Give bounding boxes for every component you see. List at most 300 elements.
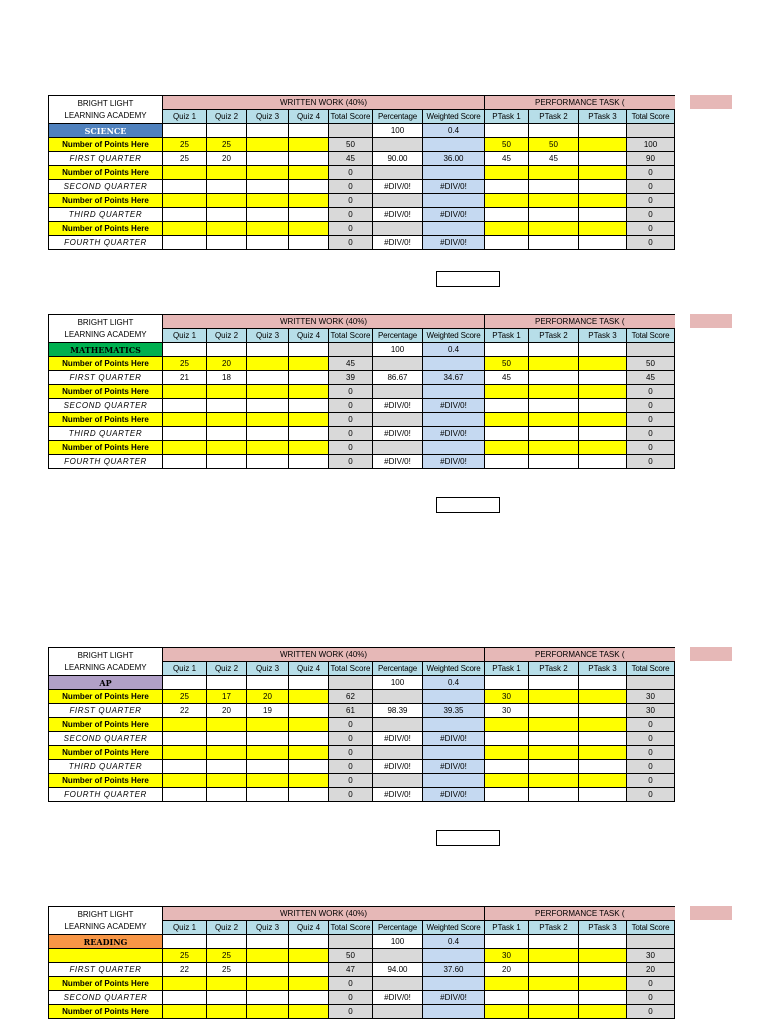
- quiz-score-cell[interactable]: [247, 399, 289, 413]
- quiz-score-cell[interactable]: 25: [163, 152, 207, 166]
- total-score-cell: 0: [329, 991, 373, 1005]
- quiz-score-cell[interactable]: [207, 732, 247, 746]
- quiz-score-cell[interactable]: [247, 746, 289, 760]
- quiz-score-cell[interactable]: [289, 208, 329, 222]
- school-name: [49, 96, 163, 124]
- ptask-score-cell[interactable]: [529, 1005, 579, 1019]
- table-row: [49, 399, 675, 413]
- quiz-score-cell[interactable]: [207, 991, 247, 1005]
- ptask-score-cell[interactable]: [529, 963, 579, 977]
- table-row: [49, 222, 675, 236]
- quiz-score-cell[interactable]: [247, 413, 289, 427]
- empty-cell: [207, 343, 247, 357]
- quiz-score-cell[interactable]: [163, 732, 207, 746]
- quiz-score-cell[interactable]: [289, 704, 329, 718]
- quiz-score-cell[interactable]: [247, 180, 289, 194]
- ptask-score-cell[interactable]: [579, 690, 627, 704]
- quiz-score-cell[interactable]: [289, 963, 329, 977]
- total-score-cell: 30: [627, 690, 675, 704]
- quiz-score-cell[interactable]: 25: [163, 138, 207, 152]
- total-score-cell: 0: [627, 194, 675, 208]
- quiz-score-cell[interactable]: [163, 208, 207, 222]
- quiz-score-cell[interactable]: [247, 774, 289, 788]
- quiz-score-cell[interactable]: 20: [207, 704, 247, 718]
- empty-cell: [485, 343, 529, 357]
- column-header: Quiz 1: [163, 921, 207, 935]
- ptask-score-cell[interactable]: [529, 180, 579, 194]
- ptask-score-cell[interactable]: [579, 1005, 627, 1019]
- ptask-score-cell[interactable]: [579, 441, 627, 455]
- quiz-score-cell[interactable]: [289, 949, 329, 963]
- quiz-score-cell[interactable]: [247, 152, 289, 166]
- quarter-label: SECOND QUARTER: [49, 180, 163, 194]
- quarter-label: SECOND QUARTER: [49, 991, 163, 1005]
- quiz-score-cell[interactable]: [247, 977, 289, 991]
- ptask-score-cell[interactable]: [485, 222, 529, 236]
- ptask-score-cell[interactable]: [579, 166, 627, 180]
- quiz-score-cell[interactable]: [163, 788, 207, 802]
- total-score-cell: 0: [329, 222, 373, 236]
- subject-label: AP: [49, 676, 163, 690]
- quarter-label: FIRST QUARTER: [49, 704, 163, 718]
- ptask-score-cell[interactable]: [579, 455, 627, 469]
- quiz-score-cell[interactable]: [247, 357, 289, 371]
- ptask-score-cell[interactable]: [529, 788, 579, 802]
- column-header: Quiz 1: [163, 329, 207, 343]
- quiz-score-cell[interactable]: [289, 718, 329, 732]
- total-score-cell: 0: [627, 385, 675, 399]
- quiz-score-cell[interactable]: [289, 690, 329, 704]
- ptask-score-cell[interactable]: 45: [529, 152, 579, 166]
- quiz-score-cell[interactable]: [207, 427, 247, 441]
- school-name-line1: BRIGHT LIGHT: [77, 909, 134, 919]
- table-row: [49, 427, 675, 441]
- quiz-score-cell[interactable]: [163, 774, 207, 788]
- quiz-score-cell[interactable]: [207, 208, 247, 222]
- column-header: Quiz 2: [207, 329, 247, 343]
- ptask-score-cell[interactable]: 50: [485, 357, 529, 371]
- quiz-score-cell[interactable]: 22: [163, 704, 207, 718]
- quiz-score-cell[interactable]: [289, 138, 329, 152]
- ptask-score-cell[interactable]: [579, 963, 627, 977]
- ptask-score-cell[interactable]: [529, 690, 579, 704]
- ptask-score-cell[interactable]: [579, 385, 627, 399]
- percentage-cell: 98.39: [373, 704, 423, 718]
- ptask-score-cell[interactable]: [485, 774, 529, 788]
- ptask-score-cell[interactable]: 30: [485, 704, 529, 718]
- ptask-score-cell[interactable]: [579, 222, 627, 236]
- weighted-score-cell: [423, 194, 485, 208]
- grade-sheet-ap: [48, 647, 675, 802]
- ptask-score-cell[interactable]: [485, 1005, 529, 1019]
- quiz-score-cell[interactable]: [289, 180, 329, 194]
- quiz-score-cell[interactable]: [163, 427, 207, 441]
- ptask-score-cell[interactable]: [529, 949, 579, 963]
- total-score-cell: 0: [329, 760, 373, 774]
- ptask-score-cell[interactable]: [579, 371, 627, 385]
- total-score-cell: 50: [329, 949, 373, 963]
- quiz-score-cell[interactable]: [163, 236, 207, 250]
- ptask-score-cell[interactable]: [529, 718, 579, 732]
- ptask-score-cell[interactable]: [485, 760, 529, 774]
- summary-value: 0.4: [423, 343, 485, 357]
- total-score-cell: 0: [627, 788, 675, 802]
- quiz-score-cell[interactable]: [289, 788, 329, 802]
- ptask-score-cell[interactable]: [579, 718, 627, 732]
- quiz-score-cell[interactable]: [289, 236, 329, 250]
- quiz-score-cell[interactable]: [247, 963, 289, 977]
- quiz-score-cell[interactable]: [207, 718, 247, 732]
- weighted-score-cell: [423, 413, 485, 427]
- ptask-score-cell[interactable]: [485, 746, 529, 760]
- ptask-score-cell[interactable]: [579, 138, 627, 152]
- ptask-score-cell[interactable]: [529, 371, 579, 385]
- weighted-score-cell: [423, 138, 485, 152]
- quiz-score-cell[interactable]: [207, 180, 247, 194]
- quarter-label: SECOND QUARTER: [49, 732, 163, 746]
- quiz-score-cell[interactable]: [247, 236, 289, 250]
- ptask-score-cell[interactable]: 20: [485, 963, 529, 977]
- quiz-score-cell[interactable]: [247, 949, 289, 963]
- weighted-score-cell: [423, 222, 485, 236]
- quiz-score-cell[interactable]: [163, 1005, 207, 1019]
- quiz-score-cell[interactable]: [163, 977, 207, 991]
- quarter-label: SECOND QUARTER: [49, 399, 163, 413]
- empty-cell: [529, 124, 579, 138]
- quiz-score-cell[interactable]: [289, 413, 329, 427]
- performance-header-overflow: [690, 95, 732, 109]
- input-box[interactable]: [436, 830, 500, 846]
- quiz-score-cell[interactable]: [289, 357, 329, 371]
- quiz-score-cell[interactable]: [207, 788, 247, 802]
- column-header: PTask 1: [485, 662, 529, 676]
- total-score-cell: 0: [627, 166, 675, 180]
- quiz-score-cell[interactable]: [247, 760, 289, 774]
- quiz-score-cell[interactable]: 25: [207, 949, 247, 963]
- quiz-score-cell[interactable]: [289, 732, 329, 746]
- ptask-score-cell[interactable]: [579, 194, 627, 208]
- weighted-score-cell: [423, 1005, 485, 1019]
- ptask-score-cell[interactable]: 30: [485, 690, 529, 704]
- quiz-score-cell[interactable]: [163, 194, 207, 208]
- quiz-score-cell[interactable]: [163, 991, 207, 1005]
- quiz-score-cell[interactable]: [289, 371, 329, 385]
- quiz-score-cell[interactable]: [289, 166, 329, 180]
- ptask-score-cell[interactable]: [529, 760, 579, 774]
- ptask-score-cell[interactable]: [529, 732, 579, 746]
- quiz-score-cell[interactable]: [289, 399, 329, 413]
- ptask-score-cell[interactable]: [529, 166, 579, 180]
- ptask-score-cell[interactable]: [579, 208, 627, 222]
- quiz-score-cell[interactable]: 20: [207, 357, 247, 371]
- ptask-score-cell[interactable]: [579, 152, 627, 166]
- quiz-score-cell[interactable]: [289, 977, 329, 991]
- quiz-score-cell[interactable]: [207, 760, 247, 774]
- school-name-line2: LEARNING ACADEMY: [64, 662, 147, 672]
- quiz-score-cell[interactable]: [289, 746, 329, 760]
- quiz-score-cell[interactable]: [247, 441, 289, 455]
- quiz-score-cell[interactable]: [247, 166, 289, 180]
- ptask-score-cell[interactable]: [529, 357, 579, 371]
- percentage-cell: 86.67: [373, 371, 423, 385]
- table-row: [49, 138, 675, 152]
- quiz-score-cell[interactable]: [207, 385, 247, 399]
- quiz-score-cell[interactable]: [207, 413, 247, 427]
- quiz-score-cell[interactable]: [247, 138, 289, 152]
- ptask-score-cell[interactable]: [485, 788, 529, 802]
- column-header: Percentage: [373, 110, 423, 124]
- ptask-score-cell[interactable]: [485, 427, 529, 441]
- ptask-score-cell[interactable]: [529, 704, 579, 718]
- empty-cell: [529, 935, 579, 949]
- quiz-score-cell[interactable]: [163, 385, 207, 399]
- weighted-score-cell: #DIV/0!: [423, 236, 485, 250]
- total-score-cell: 0: [627, 760, 675, 774]
- empty-cell: [207, 935, 247, 949]
- total-score-cell: 0: [329, 718, 373, 732]
- quiz-score-cell[interactable]: [247, 427, 289, 441]
- quiz-score-cell[interactable]: [207, 774, 247, 788]
- input-box[interactable]: [436, 497, 500, 513]
- column-header: Percentage: [373, 329, 423, 343]
- ptask-score-cell[interactable]: [485, 166, 529, 180]
- quiz-score-cell[interactable]: [163, 760, 207, 774]
- quiz-score-cell[interactable]: [163, 746, 207, 760]
- ptask-score-cell[interactable]: [485, 441, 529, 455]
- quiz-score-cell[interactable]: [247, 1005, 289, 1019]
- ptask-score-cell[interactable]: [529, 194, 579, 208]
- total-score-cell: 0: [627, 455, 675, 469]
- ptask-score-cell[interactable]: [579, 704, 627, 718]
- empty-cell: [485, 676, 529, 690]
- ptask-score-cell[interactable]: [529, 222, 579, 236]
- percentage-cell: [373, 746, 423, 760]
- ptask-score-cell[interactable]: [485, 977, 529, 991]
- quiz-score-cell[interactable]: [207, 222, 247, 236]
- quiz-score-cell[interactable]: 21: [163, 371, 207, 385]
- ptask-score-cell[interactable]: [579, 949, 627, 963]
- ptask-score-cell[interactable]: [579, 977, 627, 991]
- quiz-score-cell[interactable]: [247, 455, 289, 469]
- percentage-cell: [373, 718, 423, 732]
- quiz-score-cell[interactable]: 20: [247, 690, 289, 704]
- quiz-score-cell[interactable]: [163, 222, 207, 236]
- ptask-score-cell[interactable]: [485, 385, 529, 399]
- ptask-score-cell[interactable]: [579, 788, 627, 802]
- quiz-score-cell[interactable]: 20: [207, 152, 247, 166]
- quiz-score-cell[interactable]: [207, 441, 247, 455]
- quiz-score-cell[interactable]: [247, 788, 289, 802]
- quiz-score-cell[interactable]: [289, 760, 329, 774]
- percentage-cell: #DIV/0!: [373, 760, 423, 774]
- quiz-score-cell[interactable]: [289, 1005, 329, 1019]
- table-row: [49, 441, 675, 455]
- quiz-score-cell[interactable]: [163, 399, 207, 413]
- quiz-score-cell[interactable]: [207, 236, 247, 250]
- school-name: [49, 648, 163, 676]
- quiz-score-cell[interactable]: [289, 991, 329, 1005]
- ptask-score-cell[interactable]: [529, 208, 579, 222]
- percentage-cell: #DIV/0!: [373, 399, 423, 413]
- table-row: [49, 977, 675, 991]
- ptask-score-cell[interactable]: [485, 194, 529, 208]
- ptask-score-cell[interactable]: [579, 746, 627, 760]
- ptask-score-cell[interactable]: [485, 413, 529, 427]
- weighted-score-cell: [423, 718, 485, 732]
- ptask-score-cell[interactable]: [529, 236, 579, 250]
- points-label: Number of Points Here: [49, 194, 163, 208]
- quiz-score-cell[interactable]: [207, 455, 247, 469]
- total-score-cell: 0: [329, 788, 373, 802]
- quiz-score-cell[interactable]: [247, 208, 289, 222]
- ptask-score-cell[interactable]: [485, 399, 529, 413]
- quiz-score-cell[interactable]: [207, 166, 247, 180]
- ptask-score-cell[interactable]: [579, 413, 627, 427]
- quiz-score-cell[interactable]: [163, 413, 207, 427]
- column-header: Total Score: [329, 662, 373, 676]
- percentage-cell: 94.00: [373, 963, 423, 977]
- quiz-score-cell[interactable]: [289, 441, 329, 455]
- table-row: [49, 718, 675, 732]
- ptask-score-cell[interactable]: [529, 774, 579, 788]
- ptask-score-cell[interactable]: [529, 413, 579, 427]
- quiz-score-cell[interactable]: [207, 977, 247, 991]
- ptask-score-cell[interactable]: [579, 774, 627, 788]
- ptask-score-cell[interactable]: [579, 732, 627, 746]
- empty-cell: [289, 935, 329, 949]
- quiz-score-cell[interactable]: [289, 152, 329, 166]
- empty-cell: [485, 124, 529, 138]
- quiz-score-cell[interactable]: [163, 718, 207, 732]
- quiz-score-cell[interactable]: 18: [207, 371, 247, 385]
- performance-header-overflow: [690, 314, 732, 328]
- points-label: Number of Points Here: [49, 977, 163, 991]
- total-score-cell: 0: [329, 774, 373, 788]
- performance-header-overflow: [690, 906, 732, 920]
- quiz-score-cell[interactable]: [163, 166, 207, 180]
- quarter-label: FIRST QUARTER: [49, 963, 163, 977]
- quiz-score-cell[interactable]: [163, 441, 207, 455]
- quiz-score-cell[interactable]: [163, 455, 207, 469]
- quiz-score-cell[interactable]: [247, 718, 289, 732]
- empty-cell: [329, 676, 373, 690]
- quiz-score-cell[interactable]: [247, 385, 289, 399]
- quiz-score-cell[interactable]: [247, 194, 289, 208]
- quiz-score-cell[interactable]: [207, 1005, 247, 1019]
- total-score-cell: 0: [627, 208, 675, 222]
- column-header: Total Score: [329, 110, 373, 124]
- table-row: [49, 991, 675, 1005]
- quiz-score-cell[interactable]: 25: [163, 690, 207, 704]
- ptask-score-cell[interactable]: [529, 455, 579, 469]
- ptask-score-cell[interactable]: [579, 399, 627, 413]
- quiz-score-cell[interactable]: 25: [163, 357, 207, 371]
- ptask-score-cell[interactable]: [485, 236, 529, 250]
- quiz-score-cell[interactable]: 22: [163, 963, 207, 977]
- ptask-score-cell[interactable]: [579, 991, 627, 1005]
- empty-cell: [247, 935, 289, 949]
- column-header: PTask 3: [579, 921, 627, 935]
- total-score-cell: 47: [329, 963, 373, 977]
- column-header: Quiz 1: [163, 662, 207, 676]
- quiz-score-cell[interactable]: 25: [207, 963, 247, 977]
- empty-cell: [247, 124, 289, 138]
- ptask-score-cell[interactable]: [529, 991, 579, 1005]
- points-label: Number of Points Here: [49, 441, 163, 455]
- weighted-score-cell: 34.67: [423, 371, 485, 385]
- ptask-score-cell[interactable]: [579, 180, 627, 194]
- ptask-score-cell[interactable]: [485, 180, 529, 194]
- ptask-score-cell[interactable]: 50: [529, 138, 579, 152]
- quiz-score-cell[interactable]: [289, 222, 329, 236]
- ptask-score-cell[interactable]: 45: [485, 152, 529, 166]
- subject-label: MATHEMATICS: [49, 343, 163, 357]
- ptask-score-cell[interactable]: 50: [485, 138, 529, 152]
- quiz-score-cell[interactable]: 19: [247, 704, 289, 718]
- table-row: [49, 208, 675, 222]
- quiz-score-cell[interactable]: [289, 774, 329, 788]
- total-score-cell: 0: [329, 413, 373, 427]
- grade-table: [48, 906, 675, 1019]
- ptask-score-cell[interactable]: [579, 357, 627, 371]
- quiz-score-cell[interactable]: [289, 385, 329, 399]
- subject-label: READING: [49, 935, 163, 949]
- subject-label: SCIENCE: [49, 124, 163, 138]
- quiz-score-cell[interactable]: 25: [163, 949, 207, 963]
- quiz-score-cell[interactable]: 25: [207, 138, 247, 152]
- quiz-score-cell[interactable]: [289, 427, 329, 441]
- ptask-score-cell[interactable]: [485, 991, 529, 1005]
- quiz-score-cell[interactable]: 17: [207, 690, 247, 704]
- quiz-score-cell[interactable]: [207, 194, 247, 208]
- percentage-cell: #DIV/0!: [373, 991, 423, 1005]
- percentage-cell: #DIV/0!: [373, 236, 423, 250]
- school-name-line1: BRIGHT LIGHT: [77, 650, 134, 660]
- quiz-score-cell[interactable]: [163, 180, 207, 194]
- total-score-cell: 0: [329, 455, 373, 469]
- total-score-cell: 0: [329, 441, 373, 455]
- quiz-score-cell[interactable]: [247, 222, 289, 236]
- quiz-score-cell[interactable]: [247, 732, 289, 746]
- quiz-score-cell[interactable]: [289, 455, 329, 469]
- ptask-score-cell[interactable]: [485, 718, 529, 732]
- input-box[interactable]: [436, 271, 500, 287]
- ptask-score-cell[interactable]: [529, 427, 579, 441]
- ptask-score-cell[interactable]: [485, 732, 529, 746]
- column-header: Total Score: [627, 662, 675, 676]
- percentage-cell: #DIV/0!: [373, 427, 423, 441]
- ptask-score-cell[interactable]: [529, 399, 579, 413]
- empty-cell: [163, 935, 207, 949]
- summary-value: 0.4: [423, 935, 485, 949]
- quiz-score-cell[interactable]: [289, 194, 329, 208]
- ptask-score-cell[interactable]: [529, 977, 579, 991]
- quiz-score-cell[interactable]: [207, 746, 247, 760]
- ptask-score-cell[interactable]: [579, 427, 627, 441]
- quiz-score-cell[interactable]: [207, 399, 247, 413]
- ptask-score-cell[interactable]: [485, 208, 529, 222]
- ptask-score-cell[interactable]: [529, 385, 579, 399]
- quiz-score-cell[interactable]: [247, 371, 289, 385]
- ptask-score-cell[interactable]: 30: [485, 949, 529, 963]
- ptask-score-cell[interactable]: [529, 441, 579, 455]
- ptask-score-cell[interactable]: [579, 760, 627, 774]
- quiz-score-cell[interactable]: [247, 991, 289, 1005]
- ptask-score-cell[interactable]: [529, 746, 579, 760]
- ptask-score-cell[interactable]: [485, 455, 529, 469]
- ptask-score-cell[interactable]: 45: [485, 371, 529, 385]
- ptask-score-cell[interactable]: [579, 236, 627, 250]
